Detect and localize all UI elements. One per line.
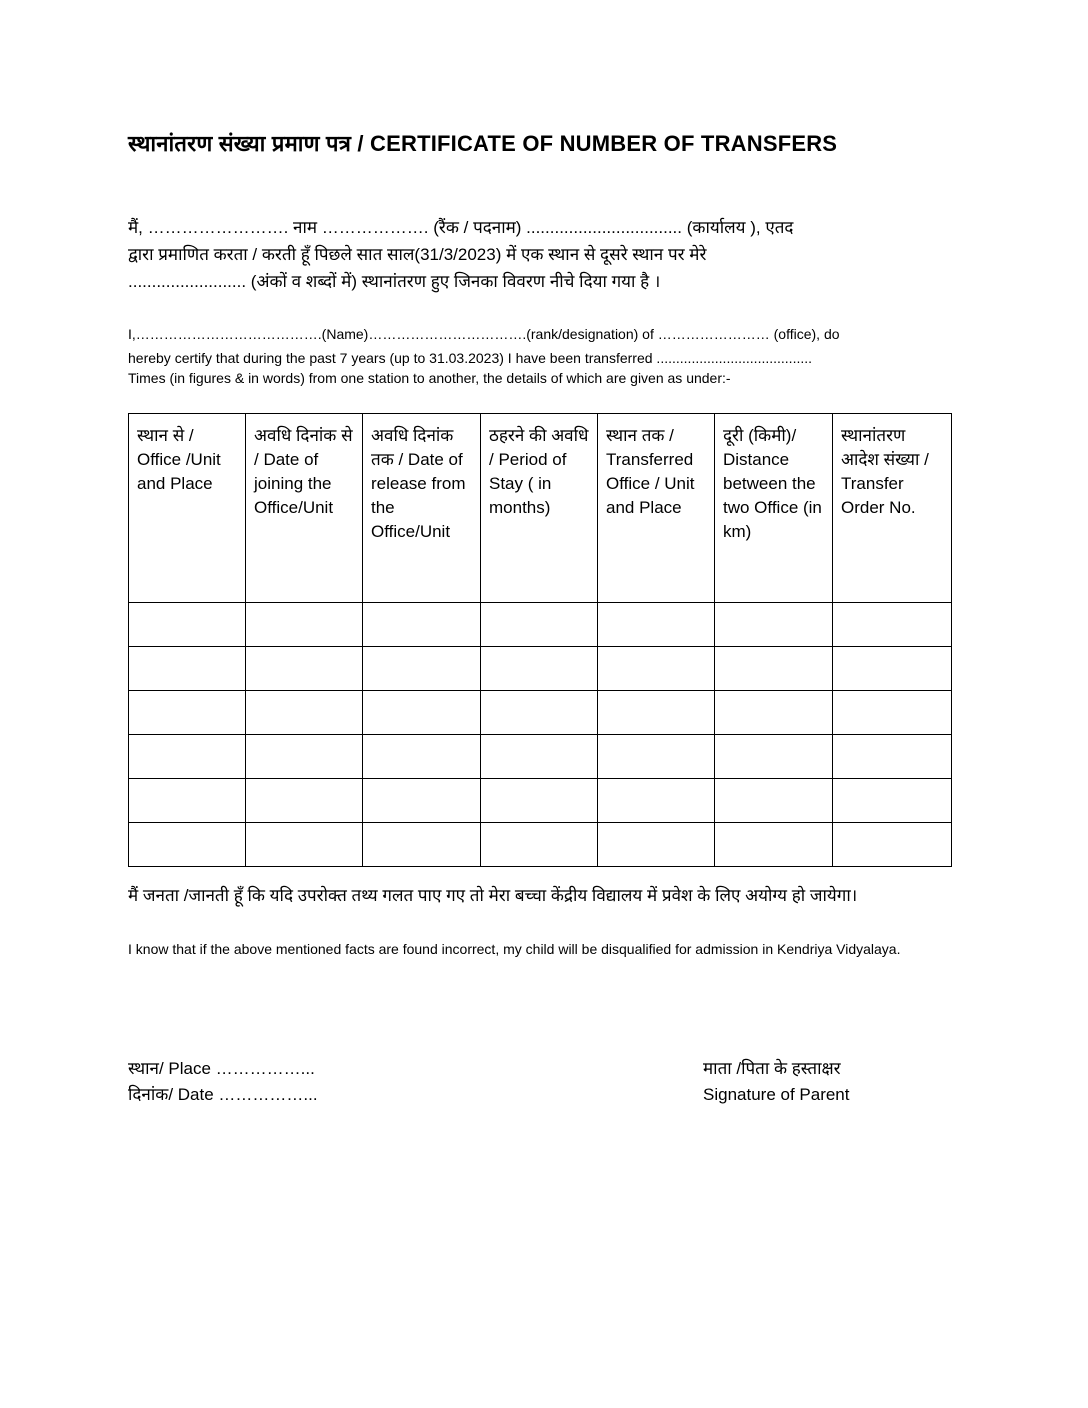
table-cell[interactable] — [598, 647, 715, 691]
table-row — [129, 647, 952, 691]
place-date-block — [128, 1056, 318, 1108]
header-date-of-release: अवधि दिनांक तक / Date of release from the Office/Unit — [363, 414, 481, 603]
table-cell[interactable] — [363, 735, 481, 779]
table-cell[interactable] — [715, 735, 833, 779]
table-cell[interactable] — [833, 823, 952, 867]
table-row — [129, 691, 952, 735]
hindi-line-3: ......................... (अंकों व शब्दों में) स्थानांतरण हुए जिनका विवरण नीचे दिया गया है । — [128, 272, 661, 291]
transfers-table — [128, 413, 952, 867]
signature-block — [703, 1056, 849, 1108]
header-transfer-order-no: स्थानांतरण आदेश संख्या / Transfer Order No. — [833, 414, 952, 603]
place-field: स्थान/ Place ……………... — [128, 1059, 315, 1078]
table-cell[interactable] — [481, 603, 598, 647]
table-cell[interactable] — [363, 647, 481, 691]
hindi-certification-paragraph — [128, 214, 958, 295]
page-title: स्थानांतरण संख्या प्रमाण पत्र / CERTIFICATE OF NUMBER OF TRANSFERS — [128, 131, 838, 156]
table-cell[interactable] — [246, 691, 363, 735]
header-period-of-stay: ठहरने की अवधि / Period of Stay ( in months) — [481, 414, 598, 603]
table-body — [129, 603, 952, 867]
table-cell[interactable] — [598, 823, 715, 867]
table-cell[interactable] — [715, 691, 833, 735]
table-row — [129, 603, 952, 647]
table-cell[interactable] — [129, 779, 246, 823]
table-row — [129, 823, 952, 867]
table-cell[interactable] — [129, 603, 246, 647]
table-cell[interactable] — [715, 823, 833, 867]
hindi-line-1: मैं, ……………………. नाम ………………. (रैंक / पदनाम) ................................. (कार्यालय ), एतद — [128, 218, 794, 237]
table-cell[interactable] — [246, 603, 363, 647]
table-cell[interactable] — [833, 647, 952, 691]
table-cell[interactable] — [129, 823, 246, 867]
header-distance: दूरी (किमी)/ Distance between the two Office (in km) — [715, 414, 833, 603]
table-header-row — [129, 414, 952, 603]
table-cell[interactable] — [715, 779, 833, 823]
english-line-1: I,………………………………….(Name)…………………………….(rank/designation) of …………………… (office), do — [128, 326, 840, 342]
declaration-english: I know that if the above mentioned facts are found incorrect, my child will be disqualified for admission in Kendriya Vidyalaya. — [128, 941, 901, 957]
table-cell[interactable] — [129, 647, 246, 691]
english-certification-paragraph — [128, 324, 978, 388]
table-cell[interactable] — [129, 735, 246, 779]
table-cell[interactable] — [246, 647, 363, 691]
table-cell[interactable] — [481, 779, 598, 823]
table-cell[interactable] — [598, 735, 715, 779]
table-row — [129, 735, 952, 779]
signature-label-hindi: माता /पिता के हस्ताक्षर — [703, 1059, 841, 1078]
header-from-office: स्थान से / Office /Unit and Place — [129, 414, 246, 603]
table-row — [129, 779, 952, 823]
table-cell[interactable] — [833, 735, 952, 779]
table-cell[interactable] — [363, 823, 481, 867]
table-cell[interactable] — [598, 603, 715, 647]
table-cell[interactable] — [363, 779, 481, 823]
table-cell[interactable] — [481, 823, 598, 867]
table-cell[interactable] — [129, 691, 246, 735]
header-date-of-joining: अवधि दिनांक से / Date of joining the Office/Unit — [246, 414, 363, 603]
table-cell[interactable] — [481, 691, 598, 735]
table-cell[interactable] — [481, 735, 598, 779]
table-cell[interactable] — [246, 823, 363, 867]
table-cell[interactable] — [833, 691, 952, 735]
table-cell[interactable] — [598, 691, 715, 735]
table-cell[interactable] — [246, 779, 363, 823]
table-cell[interactable] — [363, 603, 481, 647]
table-cell[interactable] — [833, 603, 952, 647]
table-cell[interactable] — [598, 779, 715, 823]
signature-label-english: Signature of Parent — [703, 1085, 850, 1104]
declaration-hindi: मैं जनता /जानती हूँ कि यदि उपरोक्त तथ्य गलत पाए गए तो मेरा बच्चा केंद्रीय विद्यालय में प्रवेश के लिए अयोग्य हो जायेगा। — [128, 886, 858, 905]
table-cell[interactable] — [715, 603, 833, 647]
header-transferred-office: स्थान तक / Transferred Office / Unit and Place — [598, 414, 715, 603]
table-cell[interactable] — [715, 647, 833, 691]
english-line-2: hereby certify that during the past 7 years (up to 31.03.2023) I have been transferred ........................................ — [128, 350, 813, 366]
hindi-line-2: द्वारा प्रमाणित करता / करती हूँ पिछले सात साल(31/3/2023) में एक स्थान से दूसरे स्थान पर मेरे — [128, 245, 707, 264]
table-cell[interactable] — [246, 735, 363, 779]
table-cell[interactable] — [833, 779, 952, 823]
date-field: दिनांक/ Date ……………... — [128, 1085, 318, 1104]
table-cell[interactable] — [363, 691, 481, 735]
english-line-3: Times (in figures & in words) from one station to another, the details of which are given as under:- — [128, 370, 731, 386]
table-cell[interactable] — [481, 647, 598, 691]
